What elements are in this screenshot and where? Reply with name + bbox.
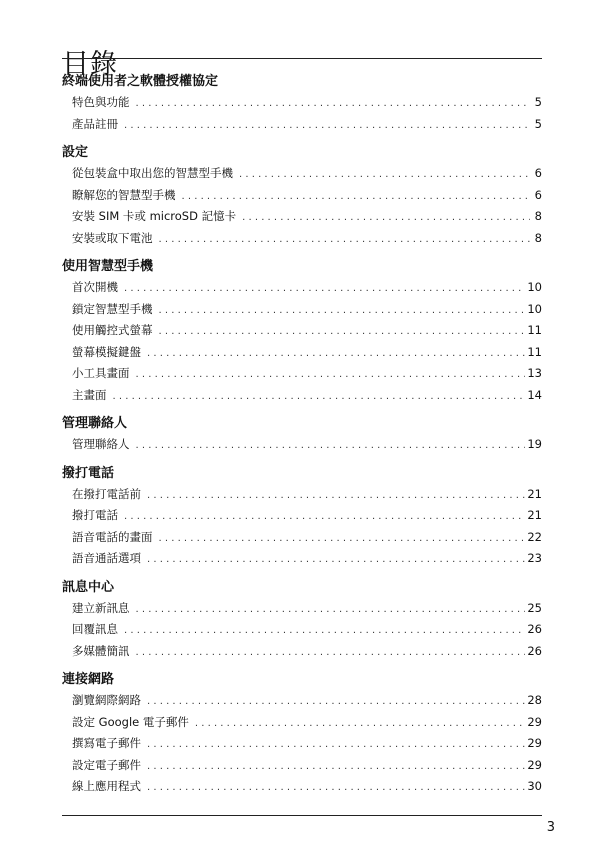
toc-entry-label: 安裝 SIM 卡或 microSD 記憶卡 [72, 209, 237, 223]
section-heading[interactable]: 管理聯絡人 [62, 416, 128, 431]
toc-entry-label: 從包裝盒中取出您的智慧型手機 [72, 166, 233, 180]
toc-entry-label: 特色與功能 [72, 95, 130, 109]
toc-entry-label: 語音通話選項 [72, 551, 141, 565]
dot-leader [124, 620, 525, 642]
section-heading[interactable]: 使用智慧型手機 [62, 259, 154, 274]
toc-entry-label: 產品註冊 [72, 116, 118, 131]
toc-entry-label: 在撥打電話前 [72, 486, 141, 501]
toc-entry-page: 29 [527, 757, 542, 772]
toc-entry[interactable] [62, 434, 542, 456]
dot-leader [159, 229, 531, 251]
dot-leader [147, 549, 525, 571]
toc-section [62, 142, 542, 249]
toc-entry[interactable] [62, 228, 542, 250]
toc-entry-label: 瞭解您的智慧型手機 [72, 187, 176, 202]
toc-entry-label: 回覆訊息 [72, 622, 118, 636]
toc-entry[interactable] [62, 320, 542, 342]
toc-entry-label: 鎖定智慧型手機 [72, 301, 153, 316]
toc-entry-page: 14 [527, 387, 542, 402]
toc-entry-page: 22 [527, 529, 542, 544]
toc-entry-page: 28 [527, 693, 542, 707]
toc-entry[interactable] [62, 712, 542, 734]
toc-entry[interactable] [62, 776, 542, 798]
dot-leader [242, 207, 530, 229]
toc-entry-label: 主畫面 [72, 387, 107, 402]
dot-leader [136, 642, 526, 664]
table-of-contents [62, 71, 542, 798]
toc-section [62, 577, 542, 663]
toc-entry-page: 10 [527, 301, 542, 316]
toc-entry-page: 21 [527, 508, 542, 522]
toc-entry[interactable] [62, 619, 542, 641]
toc-entry-page: 13 [527, 366, 542, 380]
dot-leader [147, 777, 525, 799]
toc-entry-page: 6 [534, 166, 542, 180]
toc-entry[interactable] [62, 733, 542, 755]
title-divider [62, 58, 542, 59]
toc-entry[interactable] [62, 185, 542, 207]
toc-entry-page: 10 [527, 280, 542, 294]
toc-entry-label: 設定電子郵件 [72, 757, 141, 772]
toc-entry[interactable] [62, 641, 542, 663]
toc-entry-label: 首次開機 [72, 280, 118, 294]
section-heading[interactable]: 連接網路 [62, 672, 115, 687]
dot-leader [136, 93, 531, 115]
dot-leader [124, 506, 525, 528]
toc-entry-label: 語音電話的畫面 [72, 529, 153, 544]
dot-leader [147, 756, 525, 778]
toc-entry-label: 撰寫電子郵件 [72, 736, 141, 750]
toc-entry-label: 螢幕模擬鍵盤 [72, 344, 141, 359]
toc-entry-label: 設定 Google 電子郵件 [72, 714, 189, 729]
page-title: 目錄 [62, 49, 118, 81]
footer-divider [62, 815, 542, 816]
toc-entry-page: 8 [534, 209, 542, 223]
toc-section [62, 669, 542, 798]
toc-entry-label: 小工具畫面 [72, 366, 130, 380]
toc-entry-label: 管理聯絡人 [72, 437, 130, 451]
toc-entry[interactable] [62, 385, 542, 407]
section-heading[interactable]: 設定 [62, 145, 89, 160]
toc-entry[interactable] [62, 527, 542, 549]
toc-entry-page: 26 [527, 643, 542, 658]
toc-entry-page: 5 [534, 116, 542, 131]
toc-entry-page: 25 [527, 600, 542, 615]
toc-section [62, 71, 542, 135]
dot-leader [147, 691, 525, 713]
dot-leader [124, 278, 525, 300]
toc-entry-label: 線上應用程式 [72, 779, 141, 793]
dot-leader [136, 435, 526, 457]
dot-leader [147, 734, 525, 756]
toc-entry-page: 21 [527, 486, 542, 501]
toc-section [62, 256, 542, 406]
toc-entry-page: 8 [534, 230, 542, 245]
dot-leader [159, 300, 526, 322]
toc-entry-page: 6 [534, 187, 542, 202]
section-heading[interactable]: 終端使用者之軟體授權協定 [62, 74, 219, 89]
dot-leader [136, 599, 526, 621]
toc-entry-label: 瀏覽網際網路 [72, 693, 141, 707]
toc-section [62, 413, 542, 456]
toc-entry[interactable] [62, 299, 542, 321]
toc-entry[interactable] [62, 363, 542, 385]
toc-entry-page: 29 [527, 714, 542, 729]
toc-entry-label: 建立新訊息 [72, 600, 130, 615]
toc-entry-label: 安裝或取下電池 [72, 230, 153, 245]
toc-entry-page: 26 [527, 622, 542, 636]
dot-leader [147, 485, 525, 507]
dot-leader [239, 164, 530, 186]
toc-entry[interactable] [62, 163, 542, 185]
page-number: 3 [546, 820, 555, 835]
dot-leader [159, 528, 526, 550]
toc-entry[interactable] [62, 548, 542, 570]
toc-entry-label: 使用觸控式螢幕 [72, 323, 153, 337]
toc-entry-page: 30 [527, 779, 542, 793]
section-heading[interactable]: 訊息中心 [62, 579, 115, 595]
toc-entry-label: 撥打電話 [72, 508, 118, 522]
toc-entry[interactable] [62, 484, 542, 506]
dot-leader [159, 321, 526, 343]
toc-section [62, 463, 542, 570]
toc-entry[interactable] [62, 690, 542, 712]
toc-entry-page: 23 [527, 551, 542, 565]
toc-entry[interactable] [62, 92, 542, 114]
dot-leader [195, 713, 525, 735]
dot-leader [124, 115, 530, 137]
toc-entry-page: 11 [527, 344, 542, 359]
toc-entry-page: 5 [534, 95, 542, 109]
toc-entry[interactable] [62, 505, 542, 527]
toc-entry[interactable] [62, 277, 542, 299]
toc-entry[interactable] [62, 598, 542, 620]
dot-leader [182, 186, 531, 208]
toc-entry-page: 19 [527, 437, 542, 451]
toc-entry[interactable] [62, 206, 542, 228]
toc-entry-label: 多媒體簡訊 [72, 643, 130, 658]
toc-entry[interactable] [62, 755, 542, 777]
toc-entry[interactable] [62, 114, 542, 136]
dot-leader [136, 364, 526, 386]
toc-entry-page: 29 [527, 736, 542, 750]
section-heading[interactable]: 撥打電話 [62, 465, 115, 481]
toc-entry-page: 11 [527, 323, 542, 337]
toc-entry[interactable] [62, 342, 542, 364]
dot-leader [113, 386, 526, 408]
dot-leader [147, 343, 525, 365]
